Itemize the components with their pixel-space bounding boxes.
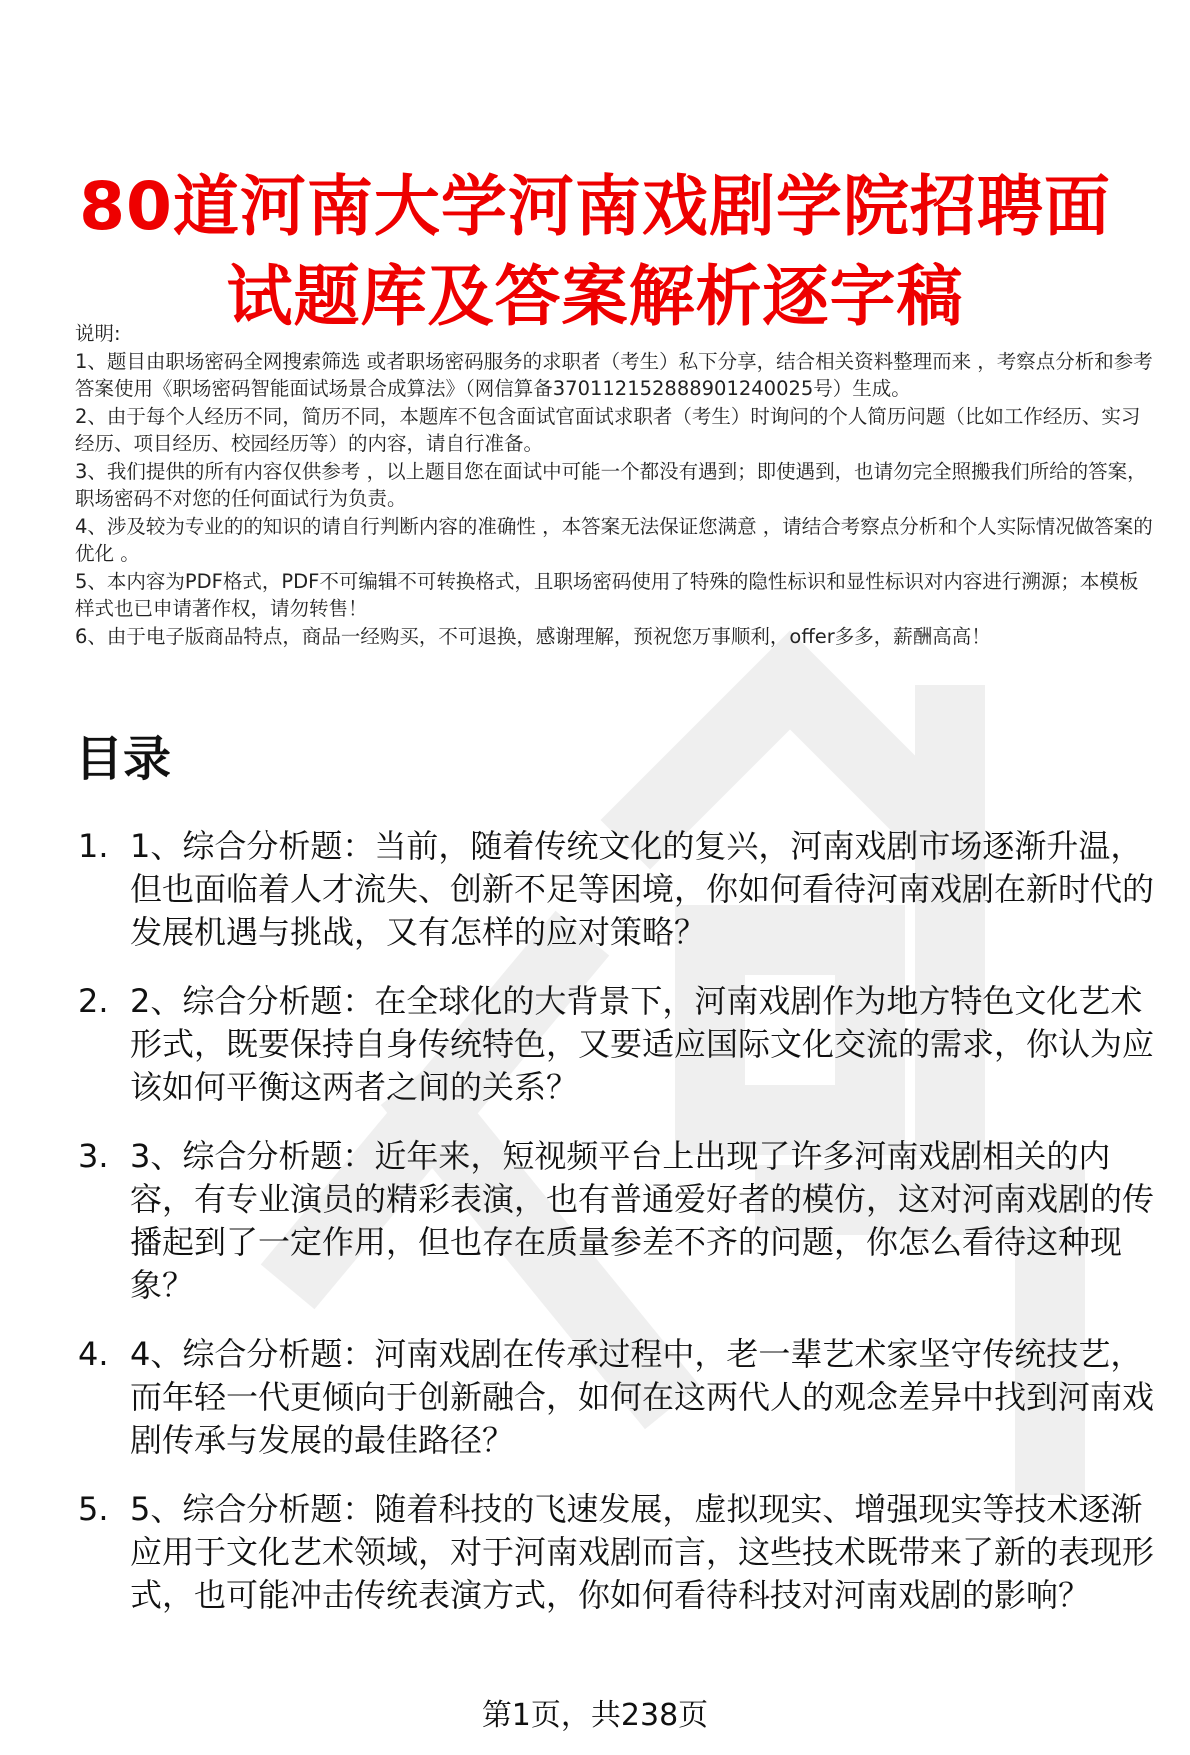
toc-item-number: 4. xyxy=(78,1335,109,1373)
toc-item[interactable] xyxy=(78,1488,1168,1617)
toc-item-text[interactable]: 3、综合分析题：近年来，短视频平台上出现了许多河南戏剧相关的内容，有专业演员的精彩表演，也有普通爱好者的模仿，这对河南戏剧的传播起到了一定作用，但也存在质量参差不齐的问题，你怎么看待这种现象？ xyxy=(130,1137,1155,1304)
toc-item-text[interactable]: 5、综合分析题：随着科技的飞速发展，虚拟现实、增强现实等技术逐渐应用于文化艺术领域，对于河南戏剧而言，这些技术既带来了新的表现形式，也可能冲击传统表演方式，你如何看待科技对河南戏剧的影响？ xyxy=(130,1490,1155,1614)
instruction-item: 4、涉及较为专业的的知识的请自行判断内容的准确性 ，本答案无法保证您满意 ，请结合考察点分析和个人实际情况做答案的优化 。 xyxy=(75,514,1153,565)
toc-item[interactable] xyxy=(78,1135,1168,1307)
toc-item-text[interactable]: 2、综合分析题：在全球化的大背景下，河南戏剧作为地方特色文化艺术形式，既要保持自身传统特色，又要适应国际文化交流的需求，你认为应该如何平衡这两者之间的关系？ xyxy=(130,982,1155,1106)
instruction-item: 5、本内容为PDF格式，PDF不可编辑不可转换格式，且职场密码使用了特殊的隐性标识和显性标识对内容进行溯源；本模板样式也已申请著作权，请勿转售！ xyxy=(75,569,1139,620)
instruction-item: 2、由于每个人经历不同，简历不同，本题库不包含面试官面试求职者（考生）时询问的个人简历问题（比如工作经历、实习经历、项目经历、校园经历等）的内容，请自行准备。 xyxy=(75,404,1141,455)
toc-item-number: 1. xyxy=(78,827,109,865)
page-number: 第1页，共238页 xyxy=(481,1698,709,1733)
toc-heading: 目录 xyxy=(75,731,172,787)
instructions-heading: 说明: xyxy=(75,322,121,345)
toc-item-number: 3. xyxy=(78,1137,109,1175)
toc-item-number: 5. xyxy=(78,1490,109,1528)
toc-item[interactable] xyxy=(78,1333,1168,1462)
toc-item[interactable] xyxy=(78,825,1168,954)
toc-list xyxy=(78,825,1168,1643)
instructions xyxy=(75,320,1155,650)
toc-item-text[interactable]: 4、综合分析题：河南戏剧在传承过程中，老一辈艺术家坚守传统技艺，而年轻一代更倾向于创新融合，如何在这两代人的观念差异中找到河南戏剧传承与发展的最佳路径？ xyxy=(130,1335,1155,1459)
toc-item-text[interactable]: 1、综合分析题：当前，随着传统文化的复兴，河南戏剧市场逐渐升温，但也面临着人才流失、创新不足等困境，你如何看待河南戏剧在新时代的发展机遇与挑战，又有怎样的应对策略？ xyxy=(130,827,1155,951)
instruction-item: 3、我们提供的所有内容仅供参考 ，以上题目您在面试中可能一个都没有遇到；即使遇到，也请勿完全照搬我们所给的答案，职场密码不对您的任何面试行为负责。 xyxy=(75,459,1147,510)
instruction-item: 6、由于电子版商品特点，商品一经购买，不可退换，感谢理解，预祝您万事顺利，offer多多，薪酬高高！ xyxy=(75,624,991,648)
toc-item-number: 2. xyxy=(78,982,109,1020)
instruction-item: 1、题目由职场密码全网搜索筛选 或者职场密码服务的求职者（考生）私下分享，结合相关资料整理而来 ，考察点分析和参考答案使用《职场密码智能面试场景合成算法》（网信算备370112152888901240025号）生成。 xyxy=(75,349,1153,400)
page-title: 80道河南大学河南戏剧学院招聘面试题库及答案解析逐字稿 xyxy=(79,168,1111,336)
toc-item[interactable] xyxy=(78,980,1168,1109)
